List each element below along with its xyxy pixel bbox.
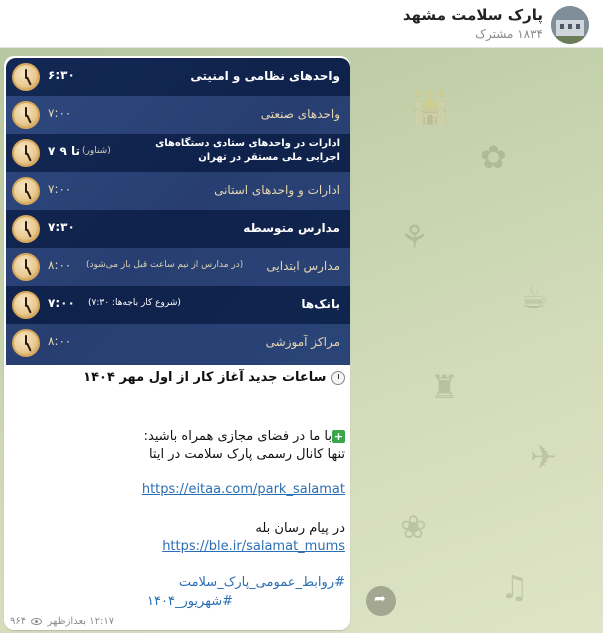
doodle-icon: ☕ [520,278,549,316]
banner-row [6,134,350,172]
banner-row [6,210,350,248]
channel-title[interactable]: پارک سلامت مشهد [402,6,543,24]
view-count: ۹۶۴ [10,616,27,627]
row-label: مدارس متوسطه [243,221,340,235]
row-note: (شروع کار باجه‌ها: ۷:۳۰) [88,298,181,308]
doodle-icon: ♫ [500,568,529,606]
clock-emoji-icon [331,371,345,385]
doodle-icon: ❀ [400,508,427,546]
hashtag-1-container [179,575,345,590]
message-time: ۱۲:۱۷ بعدازظهر [47,616,115,627]
clock-icon [12,177,40,205]
banner-row [6,172,350,210]
banner-row [6,286,350,324]
message-meta [10,616,114,627]
row-time: ۸:۰۰ [48,258,72,272]
work-hours-banner[interactable] [6,58,350,365]
banner-row [6,58,350,96]
row-note: (در مدارس از نیم ساعت قبل باز می‌شود) [86,260,244,270]
row-time: ۷:۳۰ [48,220,75,234]
eitaa-link[interactable]: https://eitaa.com/park_salamat [141,482,345,497]
row-label: مراکز آموزشی [265,335,340,349]
clock-icon [12,253,40,281]
clock-icon [12,63,40,91]
row-label: واحدهای نظامی و امنیتی [190,69,340,83]
bale-link[interactable]: https://ble.ir/salamat_mums [162,539,345,554]
row-label: بانک‌ها [301,297,340,311]
row-time: ۸:۰۰ [48,334,72,348]
row-label: مدارس ابتدایی [266,259,340,273]
subscriber-count: ۱۸۳۴ مشترک [475,27,543,41]
banner-row [6,248,350,286]
row-note: (شناور) [82,146,111,156]
banner-row [6,96,350,134]
chat-header[interactable] [0,0,603,48]
eitaa-link-container [142,482,345,497]
row-label: واحدهای صنعتی [260,107,340,121]
message-line-1: +با ما در فضای مجازی همراه باشید: [143,429,344,444]
row-label: ادارات در واحدهای ستادی دستگاه‌های اجرایی ملی مستقر در تهران [155,138,340,163]
banner-row [6,324,350,365]
clock-icon [12,291,40,319]
clock-icon [12,329,40,357]
message-line-3: در پیام رسان بله [255,521,345,536]
clock-icon [12,215,40,243]
share-button[interactable] [366,586,396,616]
plus-icon: + [333,430,344,443]
row-time: ۷:۰۰ [48,106,72,120]
message-heading: ساعات جدید آغاز کار از اول مهر ۱۴۰۴ [83,370,345,385]
bale-link-container [162,539,345,554]
hashtag-link[interactable]: #روابط_عمومی_پارک_سلامت [178,575,345,590]
channel-avatar[interactable] [551,6,589,44]
doodle-icon: ✿ [480,138,507,176]
row-label: ادارات و واحدهای استانی [214,183,340,197]
hashtag-2-container [147,594,233,609]
row-time: ۶:۳۰ [48,68,75,82]
message-line-2: تنها کانال رسمی پارک سلامت در ایتا [148,447,345,462]
clock-icon [12,101,40,129]
row-time: ۷:۰۰ [48,182,72,196]
row-time: ۷:۰۰ [48,296,75,310]
doodle-icon: ♜ [430,368,459,406]
doodle-icon: ⚘ [400,218,429,256]
eye-icon [31,618,42,625]
clock-icon [12,139,40,167]
doodle-icon: 🕌 [410,88,450,126]
row-time: ۷ تا ۹ [48,144,81,158]
doodle-icon: ✈ [530,438,557,476]
hashtag-link[interactable]: #شهریور_۱۴۰۴ [147,594,233,609]
